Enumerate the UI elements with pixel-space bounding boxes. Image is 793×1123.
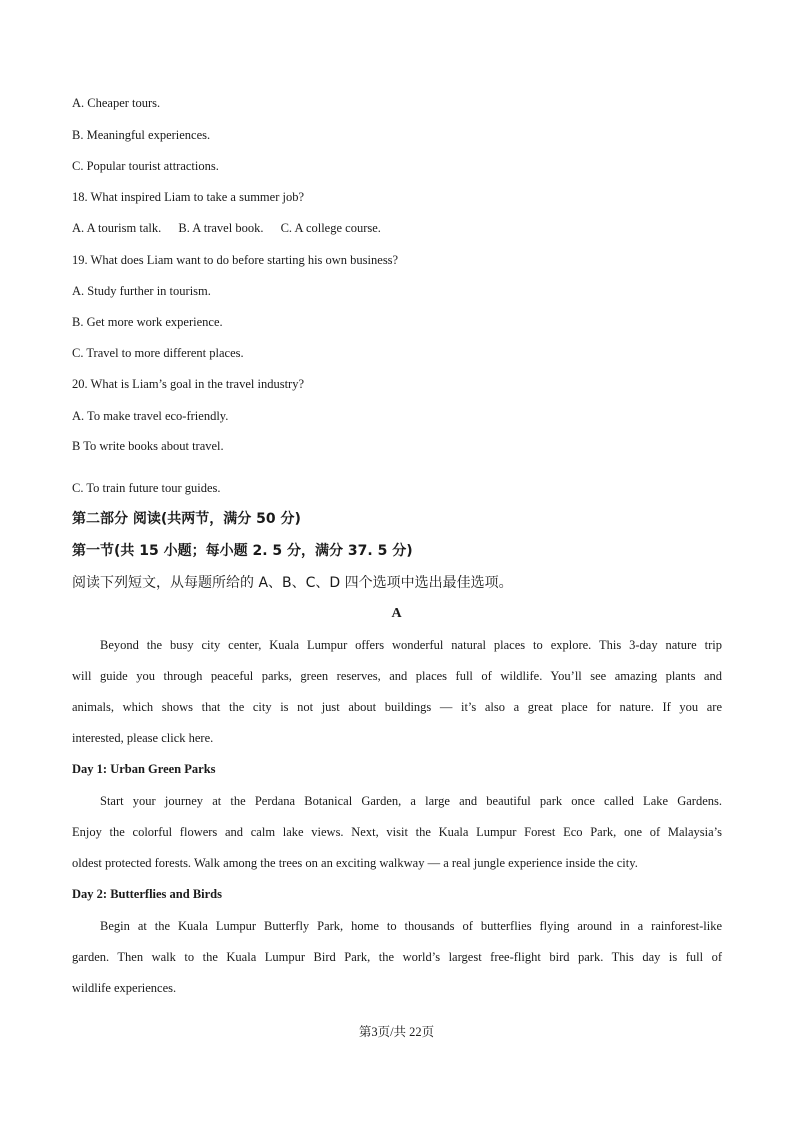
day2-paragraph (72, 911, 722, 1004)
day2-title: Day 2: Butterflies and Birds (72, 887, 222, 901)
day1-line: oldest protected forests. Walk among the trees on an exciting walkway — a real jungle experience inside the city. (72, 856, 638, 870)
q20-option-b: B To write books about travel. (72, 439, 224, 453)
intro-line: animals, which shows that the city is not just about buildings — it’s also a great place for nature. If you are (72, 700, 722, 714)
q20-option-a: A. To make travel eco-friendly. (72, 409, 229, 423)
q20-option-c: C. To train future tour guides. (72, 481, 221, 495)
q19-question: 19. What does Liam want to do before starting his own business? (72, 253, 399, 267)
part-title: 第二部分 阅读(共两节，满分 50 分) (72, 511, 301, 527)
day1-line: Enjoy the colorful flowers and calm lake views. Next, visit the Kuala Lumpur Forest Eco Park, one of Malaysia’s (72, 825, 722, 839)
day1-line: Start your journey at the Perdana Botanical Garden, a large and beautiful park once called Lake Gardens. (100, 794, 722, 808)
passage-label: A (391, 606, 402, 621)
q19-option-b: B. Get more work experience. (72, 315, 223, 329)
q17-option-b: B. Meaningful experiences. (72, 128, 211, 142)
q18-options (72, 220, 395, 236)
intro-line: will guide you through peaceful parks, green reserves, and places full of wildlife. You’ll see amazing plants and (72, 669, 722, 683)
q17-option-c: C. Popular tourist attractions. (72, 159, 219, 173)
q18-question: 18. What inspired Liam to take a summer job? (72, 190, 305, 204)
page-footer: 第3页/共 22页 (358, 1025, 435, 1039)
day1-title: Day 1: Urban Green Parks (72, 762, 216, 776)
sub-title: 第一节(共 15 小题；每小题 2. 5 分，满分 37. 5 分) (72, 543, 413, 559)
q18-option-a: A. A tourism talk. (72, 221, 162, 235)
passage-intro (72, 630, 722, 754)
day2-line: Begin at the Kuala Lumpur Butterfly Park, home to thousands of butterflies flying around in a rainforest-like (100, 919, 722, 933)
q18-option-c: C. A college course. (280, 221, 381, 235)
q19-option-c: C. Travel to more different places. (72, 346, 244, 360)
q20-question: 20. What is Liam’s goal in the travel industry? (72, 377, 305, 391)
day2-line: wildlife experiences. (72, 981, 177, 995)
q18-option-b: B. A travel book. (178, 221, 264, 235)
day2-line: garden. Then walk to the Kuala Lumpur Bird Park, the world’s largest free-flight bird park. This day is full of (72, 950, 722, 964)
intro-line: interested, please click here. (72, 731, 214, 745)
instruction: 阅读下列短文，从每题所给的 A、B、C、D 四个选项中选出最佳选项。 (72, 575, 513, 591)
day1-paragraph (72, 786, 722, 879)
q17-option-a: A. Cheaper tours. (72, 96, 161, 110)
q19-option-a: A. Study further in tourism. (72, 284, 211, 298)
intro-line: Beyond the busy city center, Kuala Lumpur offers wonderful natural places to explore. This 3-day nature trip (100, 638, 722, 652)
